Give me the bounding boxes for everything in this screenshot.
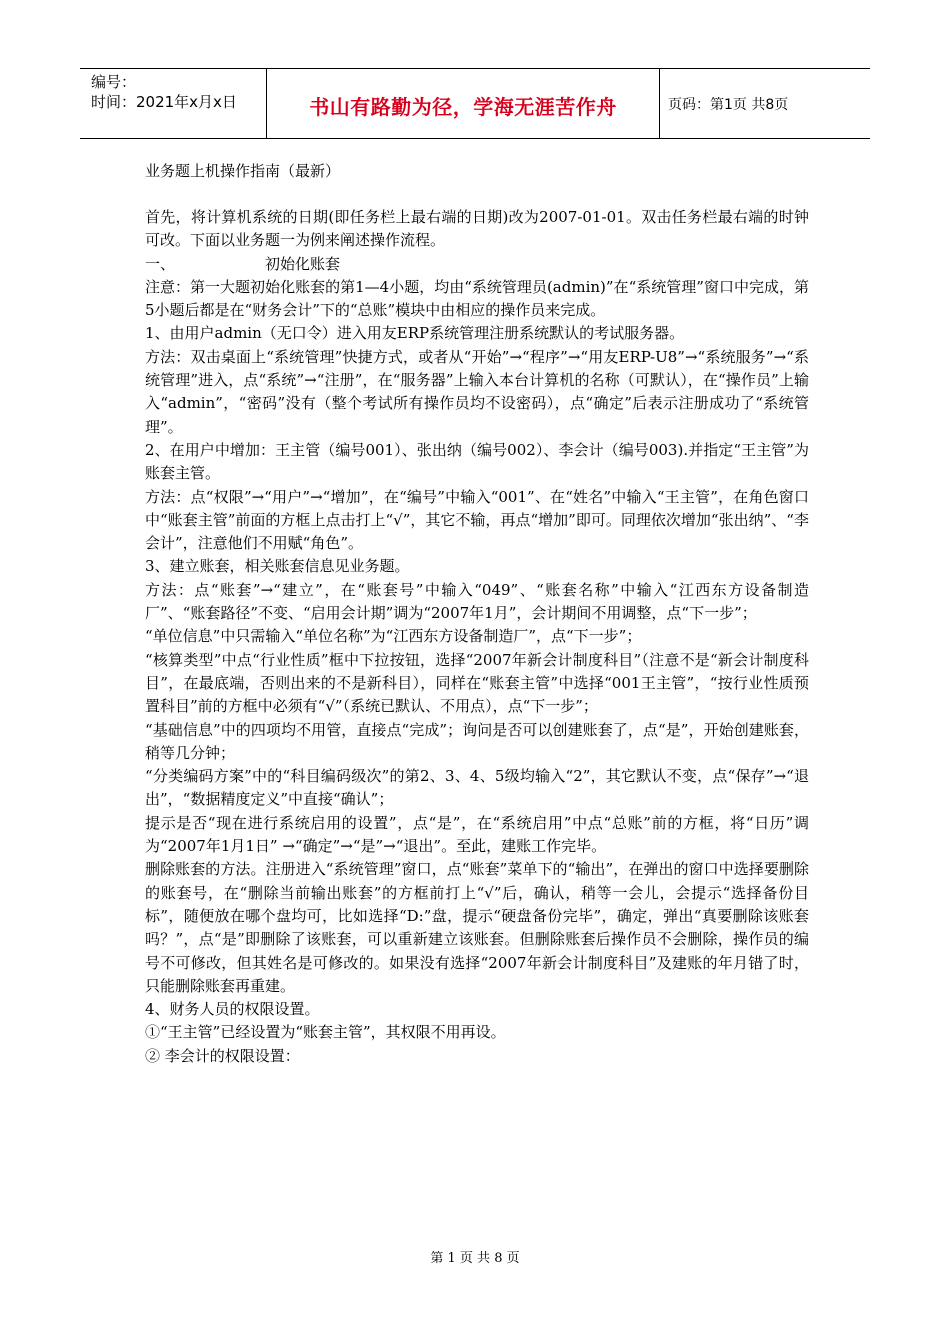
paragraph: ② 李会计的权限设置： — [145, 1046, 300, 1065]
section-number: 一、 — [145, 254, 176, 273]
paragraph: “核算类型”中点“行业性质”框中下拉按钮，选择“2007年新会计制度科目”（注意不是“新会计制度科目”，在最底端，否则出来的不是新科目），同样在“账套主管”中选择“001王主管”，“按行业性质预置科目”前的方框中必须有“√”（系统已默认、不用点），点“下一步”； — [145, 650, 809, 716]
paragraph: 方法：双击桌面上“系统管理”快捷方式，或者从“开始”→“程序”→“用友ERP-U8”→“系统服务”→“系统管理”进入，点“系统”→“注册”，在“服务器”上输入本台计算机的名称（可默认），在“操作员”上输入“admin”，“密码”没有（整个考试所有操作员均不设密码），点“确定”后表示注册成功了“系统管理”。 — [145, 347, 809, 436]
header-motto: 书山有路勤为径，学海无涯苦作舟 — [309, 95, 617, 119]
paragraph: 提示是否“现在进行系统启用的设置”，点“是”，在“系统启用”中点“总账”前的方框，将“日历”调为“2007年1月1日” →“确定”→“是”→“退出”。至此，建账工作完毕。 — [145, 813, 809, 856]
paragraph: 注意：第一大题初始化账套的第1—4小题，均由“系统管理员(admin)”在“系统管理”窗口中完成，第5小题后都是在“财务会计”下的“总账”模块中由相应的操作员来完成。 — [145, 277, 809, 320]
paragraph: 2、在用户中增加：王主管（编号001）、张出纳（编号002）、李会计（编号003).并指定“王主管”为账套主管。 — [145, 440, 809, 483]
section-heading — [145, 253, 809, 276]
document-title: 业务题上机操作指南（最新） — [145, 162, 341, 180]
header-motto-cell — [267, 69, 660, 138]
paragraph: “单位信息”中只需输入“单位名称”为“江西东方设备制造厂”，点“下一步”； — [145, 627, 642, 646]
document-body — [145, 206, 809, 1068]
paragraph: 1、由用户admin（无口令）进入用友ERP系统管理注册系统默认的考试服务器。 — [145, 324, 685, 343]
page-footer: 第 1 页 共 8 页 — [430, 1251, 520, 1266]
header-date-label: 时间：2021年x月x日 — [91, 93, 237, 111]
page-header — [80, 68, 870, 139]
section-title: 初始化账套 — [265, 254, 341, 273]
paragraph: 删除账套的方法。注册进入“系统管理”窗口，点“账套”菜单下的“输出”，在弹出的窗口中选择要删除的账套号，在“删除当前输出账套”的方框前打上“√”后，确认，稍等一会儿，会提示“选择备份目标”，随便放在哪个盘均可，比如选择“D:”盘，提示“硬盘备份完毕”，确定，弹出“真要删除该账套吗？”，点“是”即删除了该账套，可以重新建立该账套。但删除账套后操作员不会删除，操作员的编号不可修改，但其姓名是可修改的。如果没有选择“2007年新会计制度科目”及建账的年月错了时，只能删除账套再重建。 — [145, 860, 809, 995]
paragraph: ①“王主管”已经设置为“账套主管”，其权限不用再设。 — [145, 1023, 506, 1042]
header-code-label: 编号： — [91, 73, 137, 91]
header-left-cell — [80, 69, 267, 138]
paragraph: 3、建立账套，相关账套信息见业务题。 — [145, 557, 410, 576]
header-page-label: 页码：第1页 共8页 — [668, 97, 789, 113]
header-page-cell — [660, 69, 870, 138]
paragraph: 4、财务人员的权限设置。 — [145, 1000, 320, 1019]
paragraph: 方法：点“账套”→“建立”，在“账套号”中输入“049”、“账套名称”中输入“江西东方设备制造厂”、“账套路径”不变、“启用会计期”调为“2007年1月”，会计期间不用调整，点“下一步”； — [145, 580, 809, 623]
paragraph: 首先，将计算机系统的日期(即任务栏上最右端的日期)改为2007-01-01。双击任务栏最右端的时钟可改。下面以业务题一为例来阐述操作流程。 — [145, 208, 809, 250]
paragraph: 方法：点“权限”→“用户”→“增加”，在“编号”中输入“001”、在“姓名”中输入“王主管”，在角色窗口中“账套主管”前面的方框上点击打上“√”，其它不输，再点“增加”即可。同理依次增加“张出纳”、“李会计”，注意他们不用赋“角色”。 — [145, 487, 809, 553]
paragraph: “基础信息”中的四项均不用管，直接点“完成”；询问是否可以创建账套了，点“是”，开始创建账套，稍等几分钟； — [145, 720, 809, 762]
paragraph: “分类编码方案”中的“科目编码级次”的第2、3、4、5级均输入“2”，其它默认不变，点“保存”→“退出”，“数据精度定义”中直接“确认”； — [145, 767, 809, 809]
